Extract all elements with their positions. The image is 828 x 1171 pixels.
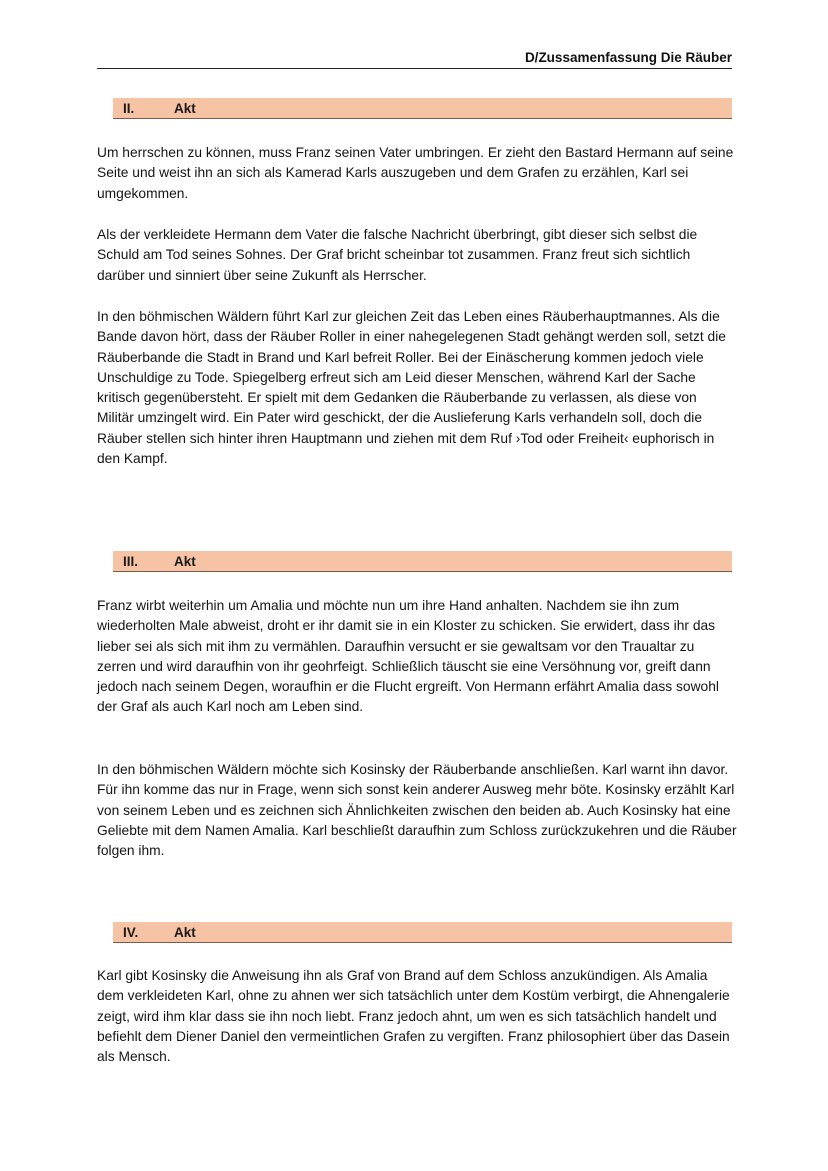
section-title: Akt — [174, 101, 196, 116]
paragraph-act-2-1: Um herrschen zu können, muss Franz seinen Vater umbringen. Er zieht den Bastard Hermann auf seine Seite und weist ihn an sich als Kamerad Karls auszugeben und dem Grafen zu erzählen, Karl sei umgekommen. — [97, 145, 734, 201]
section-number: IV. — [123, 925, 139, 940]
paragraph-act-2-2: Als der verkleidete Hermann dem Vater die falsche Nachricht überbringt, gibt dieser sich selbst die Schuld am Tod seines Sohnes. Der Graf bricht scheinbar tot zusammen. Franz freut sich sichtlich darüber und sinniert über seine Zukunft als Herrscher. — [97, 227, 698, 283]
section-title: Akt — [174, 925, 196, 940]
section-heading-act-4 — [113, 922, 732, 943]
paragraph-act-4-1: Karl gibt Kosinsky die Anweisung ihn als Graf von Brand auf dem Schloss anzukündigen. Als Amalia dem verkleideten Karl, ohne zu ahnen wer sich tatsächlich unter dem Kostüm verbirgt, die Ahnengalerie zeigt, wird ihm klar dass sie ihn noch liebt. Franz jedoch ahnt, um wen es sich tatsächlich handelt und befiehlt dem Diener Daniel den vermeintlichen Grafen zu vergiften. Franz philosophiert über das Dasein als Mensch. — [97, 968, 730, 1065]
paragraph-act-2-3: In den böhmischen Wäldern führt Karl zur gleichen Zeit das Leben eines Räuberhauptmannes. Als die Bande davon hört, dass der Räuber Roller in einer nahegelegenen Stadt gehängt werden soll, setzt die Räuberbande die Stadt in Brand und Karl befreit Roller. Bei der Einäscherung kommen jedoch viele Unschuldige zu Tode. Spiegelberg erfreut sich am Leid dieser Menschen, während Karl der Sache kritisch gegenübersteht. Er spielt mit dem Gedanken die Räuberbande zu verlassen, als diese von Militär umzingelt wird. Ein Pater wird geschickt, der die Auslieferung Karls verhandeln soll, doch die Räuber stellen sich hinter ihren Hauptmann und ziehen mit dem Ruf ›Tod oder Freiheit‹ euphorisch in den Kampf. — [97, 309, 726, 467]
section-heading-act-3 — [113, 551, 732, 572]
document-title: D/Zussamenfassung Die Räuber — [524, 50, 732, 65]
section-title: Akt — [174, 554, 196, 569]
section-number: III. — [123, 554, 139, 569]
page-header — [97, 48, 732, 69]
paragraph-act-3-2: In den böhmischen Wäldern möchte sich Kosinsky der Räuberbande anschließen. Karl warnt ihn davor. Für ihn komme das nur in Frage, wenn sich sonst kein anderer Ausweg mehr böte. Kosinsky erzählt Karl von seinem Leben und es zeichnen sich Ähnlichkeiten zwischen den beiden ab. Auch Kosinsky hat eine Geliebte mit dem Namen Amalia. Karl beschließt daraufhin zum Schloss zurückzukehren und die Räuber folgen ihm. — [97, 762, 737, 859]
section-heading-act-2 — [113, 98, 732, 119]
paragraph-act-3-1: Franz wirbt weiterhin um Amalia und möchte nun um ihre Hand anhalten. Nachdem sie ihn zum wiederholten Male abweist, droht er ihr damit sie in ein Kloster zu schicken. Sie erwidert, dass ihr das lieber sei als sich mit ihm zu vermählen. Daraufhin versucht er sie gewaltsam vor den Traualtar zu zerren und wird daraufhin von ihr geohrfeigt. Schließlich täuscht sie eine Versöhnung vor, greift dann jedoch nach seinem Degen, woraufhin er die Flucht ergreift. Von Hermann erfährt Amalia dass sowohl der Graf als auch Karl noch am Leben sind. — [97, 598, 719, 715]
section-number: II. — [123, 101, 135, 116]
